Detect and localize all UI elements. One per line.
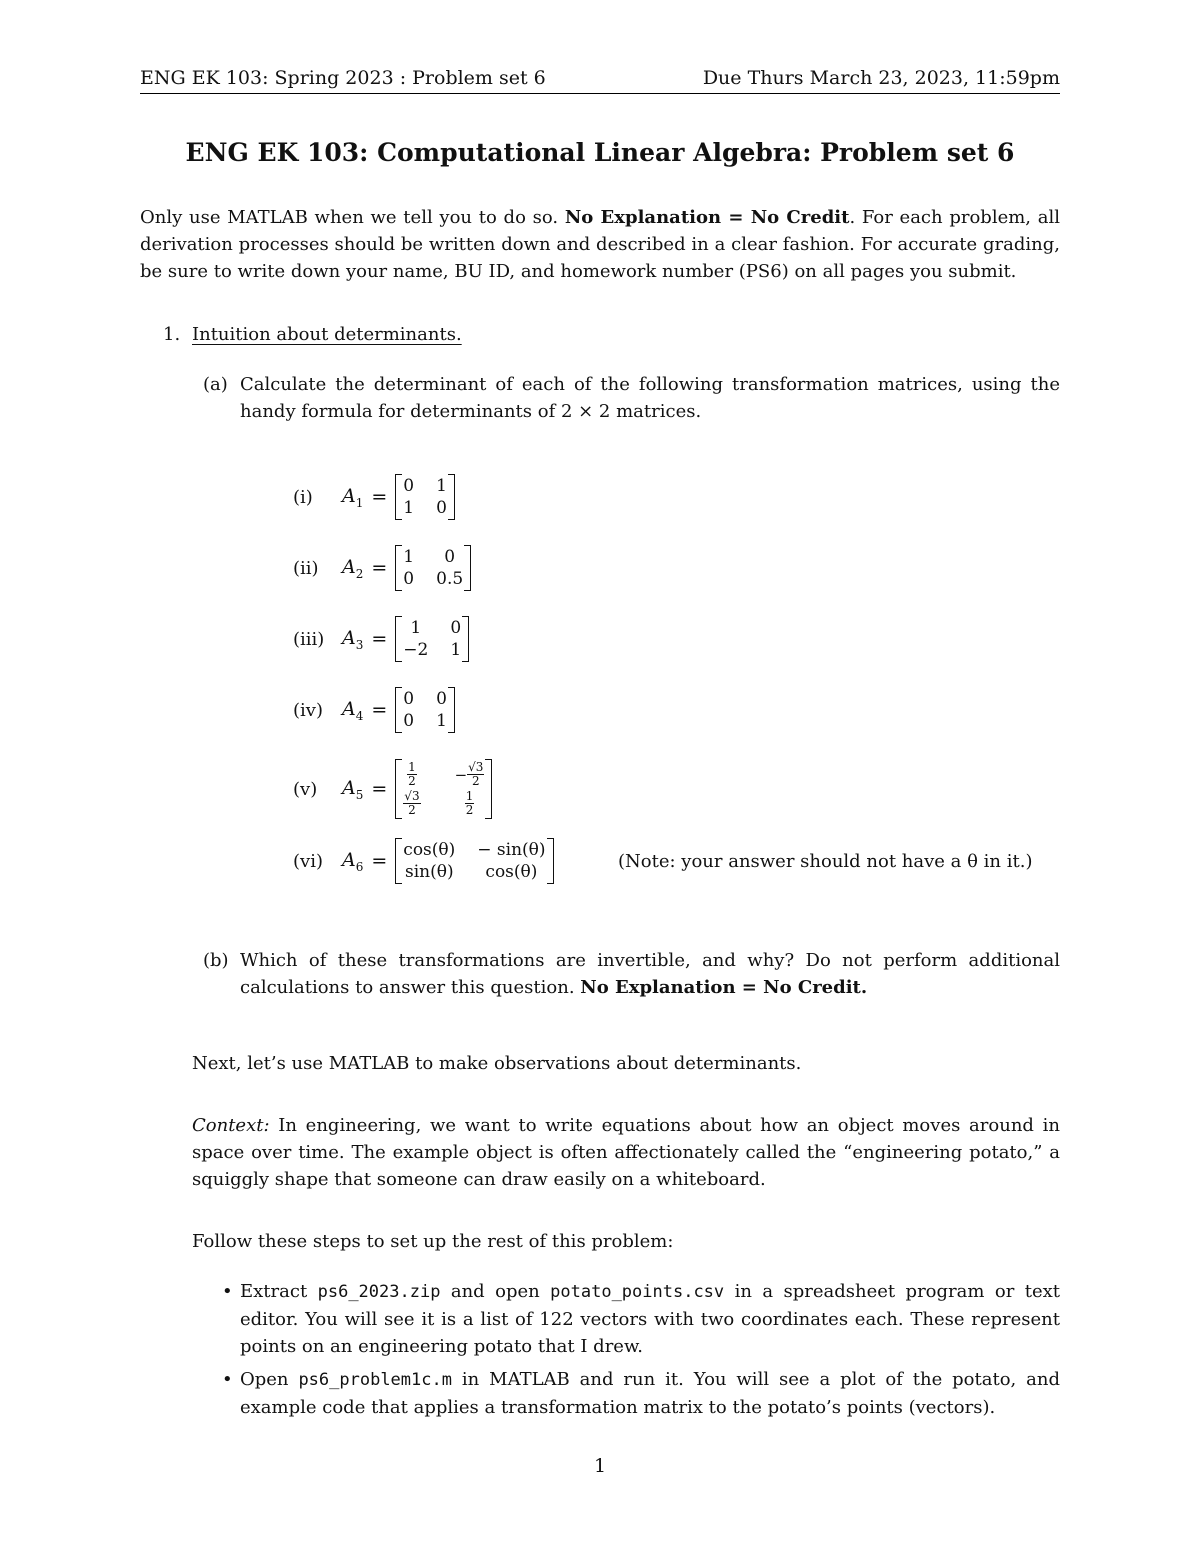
bullet-marker: • [222,1369,233,1390]
matrix-cell: $\frac{1}{2}$ [465,789,474,817]
matrix-label: (i) [293,486,313,508]
bullet-marker: • [222,1281,233,1302]
matrix-cell: 0 [436,689,447,709]
context-paragraph: Context: In engineering, we want to write equations about how an object moves around in space over time. The example object is often affectionately called the “engineering potato,” a squiggly shape that someone can draw easily on a whiteboard. [192,1115,1060,1190]
matrix-row-vi [293,836,554,886]
matrix-cell: sin(θ) [404,862,454,882]
next-paragraph: Next, let’s use MATLAB to make observations about determinants. [192,1053,802,1074]
matrix-cell: − sin(θ) [477,840,546,860]
matrix-row-v [293,757,492,821]
matrix-cell: $\frac{1}{2}$ [408,760,416,788]
matrix-variable: $A_4$ [342,697,364,723]
intro-bold: No Explanation = No Credit [564,207,850,228]
matrix-cell: cos(θ) [403,840,456,860]
matrix-variable: $A_6$ [342,848,364,874]
matrix-label: (v) [293,778,318,800]
matrix-cell: 1 [436,711,447,731]
intro-text-2: . For each problem, all derivation processes should be written down and described in a clear fashion. For accurate grading, be sure to write down your name, BU ID, and homework number (PS6) on all pages you submit. [140,207,1060,282]
matrix-cell: 0 [403,689,415,709]
matrix-cell: − $\frac{√3}{2}$ [454,760,484,788]
part-b-label: (b) [203,950,229,971]
matrix-a5 [395,759,492,819]
zip-filename: ps6_2023.zip [317,1282,441,1302]
equals-sign: = [371,557,388,579]
matrix-a3 [395,616,469,662]
matrix-label: (vi) [293,850,323,872]
matrix-cell: 1 [403,498,415,518]
context-label: Context: [192,1115,270,1136]
matrix-label: (iii) [293,628,325,650]
matrix-row-iii [293,614,469,664]
matrix-label: (iv) [293,699,323,721]
section-number: 1. [163,324,181,345]
matrix-variable: $A_3$ [342,626,364,652]
matrix-a2 [395,545,471,591]
header-due-date: Due Thurs March 23, 2023, 11:59pm [702,67,1060,89]
bullet-open: Open ps6_problem1c.m in MATLAB and run it. You will see a plot of the potato, and example code that applies a transformation matrix to the potato’s points (vectors). [240,1369,1061,1418]
matrix-cell: 0 [436,498,447,518]
matrix-cell: 0.5 [436,569,464,589]
follow-steps: Follow these steps to set up the rest of this problem: [192,1231,674,1252]
equals-sign: = [371,850,388,872]
equals-sign: = [371,699,388,721]
matrix-cell: 1 [403,547,415,567]
matrix-cell: 0 [403,569,415,589]
matrix-a6 [395,838,553,884]
matrix-cell: −2 [403,640,429,660]
matrix-cell: 1 [450,640,462,660]
page-title: ENG EK 103: Computational Linear Algebra: Problem set 6 [185,138,1015,167]
matrix-row-i [293,472,455,522]
matrix-variable: $A_5$ [342,776,364,802]
matrix-cell: 1 [436,476,447,496]
equals-sign: = [371,628,388,650]
matrix-cell: 0 [403,711,415,731]
matrix-cell: 1 [410,618,422,638]
matrix-cell: cos(θ) [485,862,538,882]
part-a-text: Calculate the determinant of each of the following transformation matrices, using the handy formula for determinants of 2 × 2 matrices. [240,374,1060,422]
theta-note: (Note: your answer should not have a θ in it.) [618,851,1033,872]
csv-filename: potato_points.csv [550,1282,725,1302]
bullet-extract: Extract ps6_2023.zip and open potato_points.csv in a spreadsheet program or text editor. You will see it is a list of 122 vectors with two coordinates each. These represent points on an engineering potato that I drew. [240,1281,1060,1357]
matrix-row-ii [293,543,471,593]
m-filename: ps6_problem1c.m [298,1370,452,1390]
running-header [140,66,1060,90]
header-rule [140,93,1060,94]
intro-text-1: Only use MATLAB when we tell you to do so. [140,207,565,228]
part-b-bold: No Explanation = No Credit. [580,977,868,998]
section-title: Intuition about determinants. [192,324,462,345]
matrix-row-iv [293,685,455,735]
part-b-text: Which of these transformations are invertible, and why? Do not perform additional calculations to answer this question. No Explanation = No Credit. [240,950,1060,998]
matrix-a1 [395,474,455,520]
page-number: 1 [593,1455,607,1477]
matrix-label: (ii) [293,557,319,579]
matrix-variable: $A_1$ [342,484,364,510]
part-a-label: (a) [203,374,228,395]
intro-paragraph [140,204,1060,285]
matrix-cell: 0 [403,476,415,496]
matrix-a4 [395,687,455,733]
equals-sign: = [371,778,388,800]
matrix-variable: $A_2$ [342,555,364,581]
matrix-cell: $\frac{√3}{2}$ [404,789,420,817]
matrix-cell: 0 [444,547,456,567]
matrix-cell: 0 [450,618,462,638]
equals-sign: = [371,486,388,508]
header-course: ENG EK 103: Spring 2023 : Problem set 6 [140,67,546,89]
